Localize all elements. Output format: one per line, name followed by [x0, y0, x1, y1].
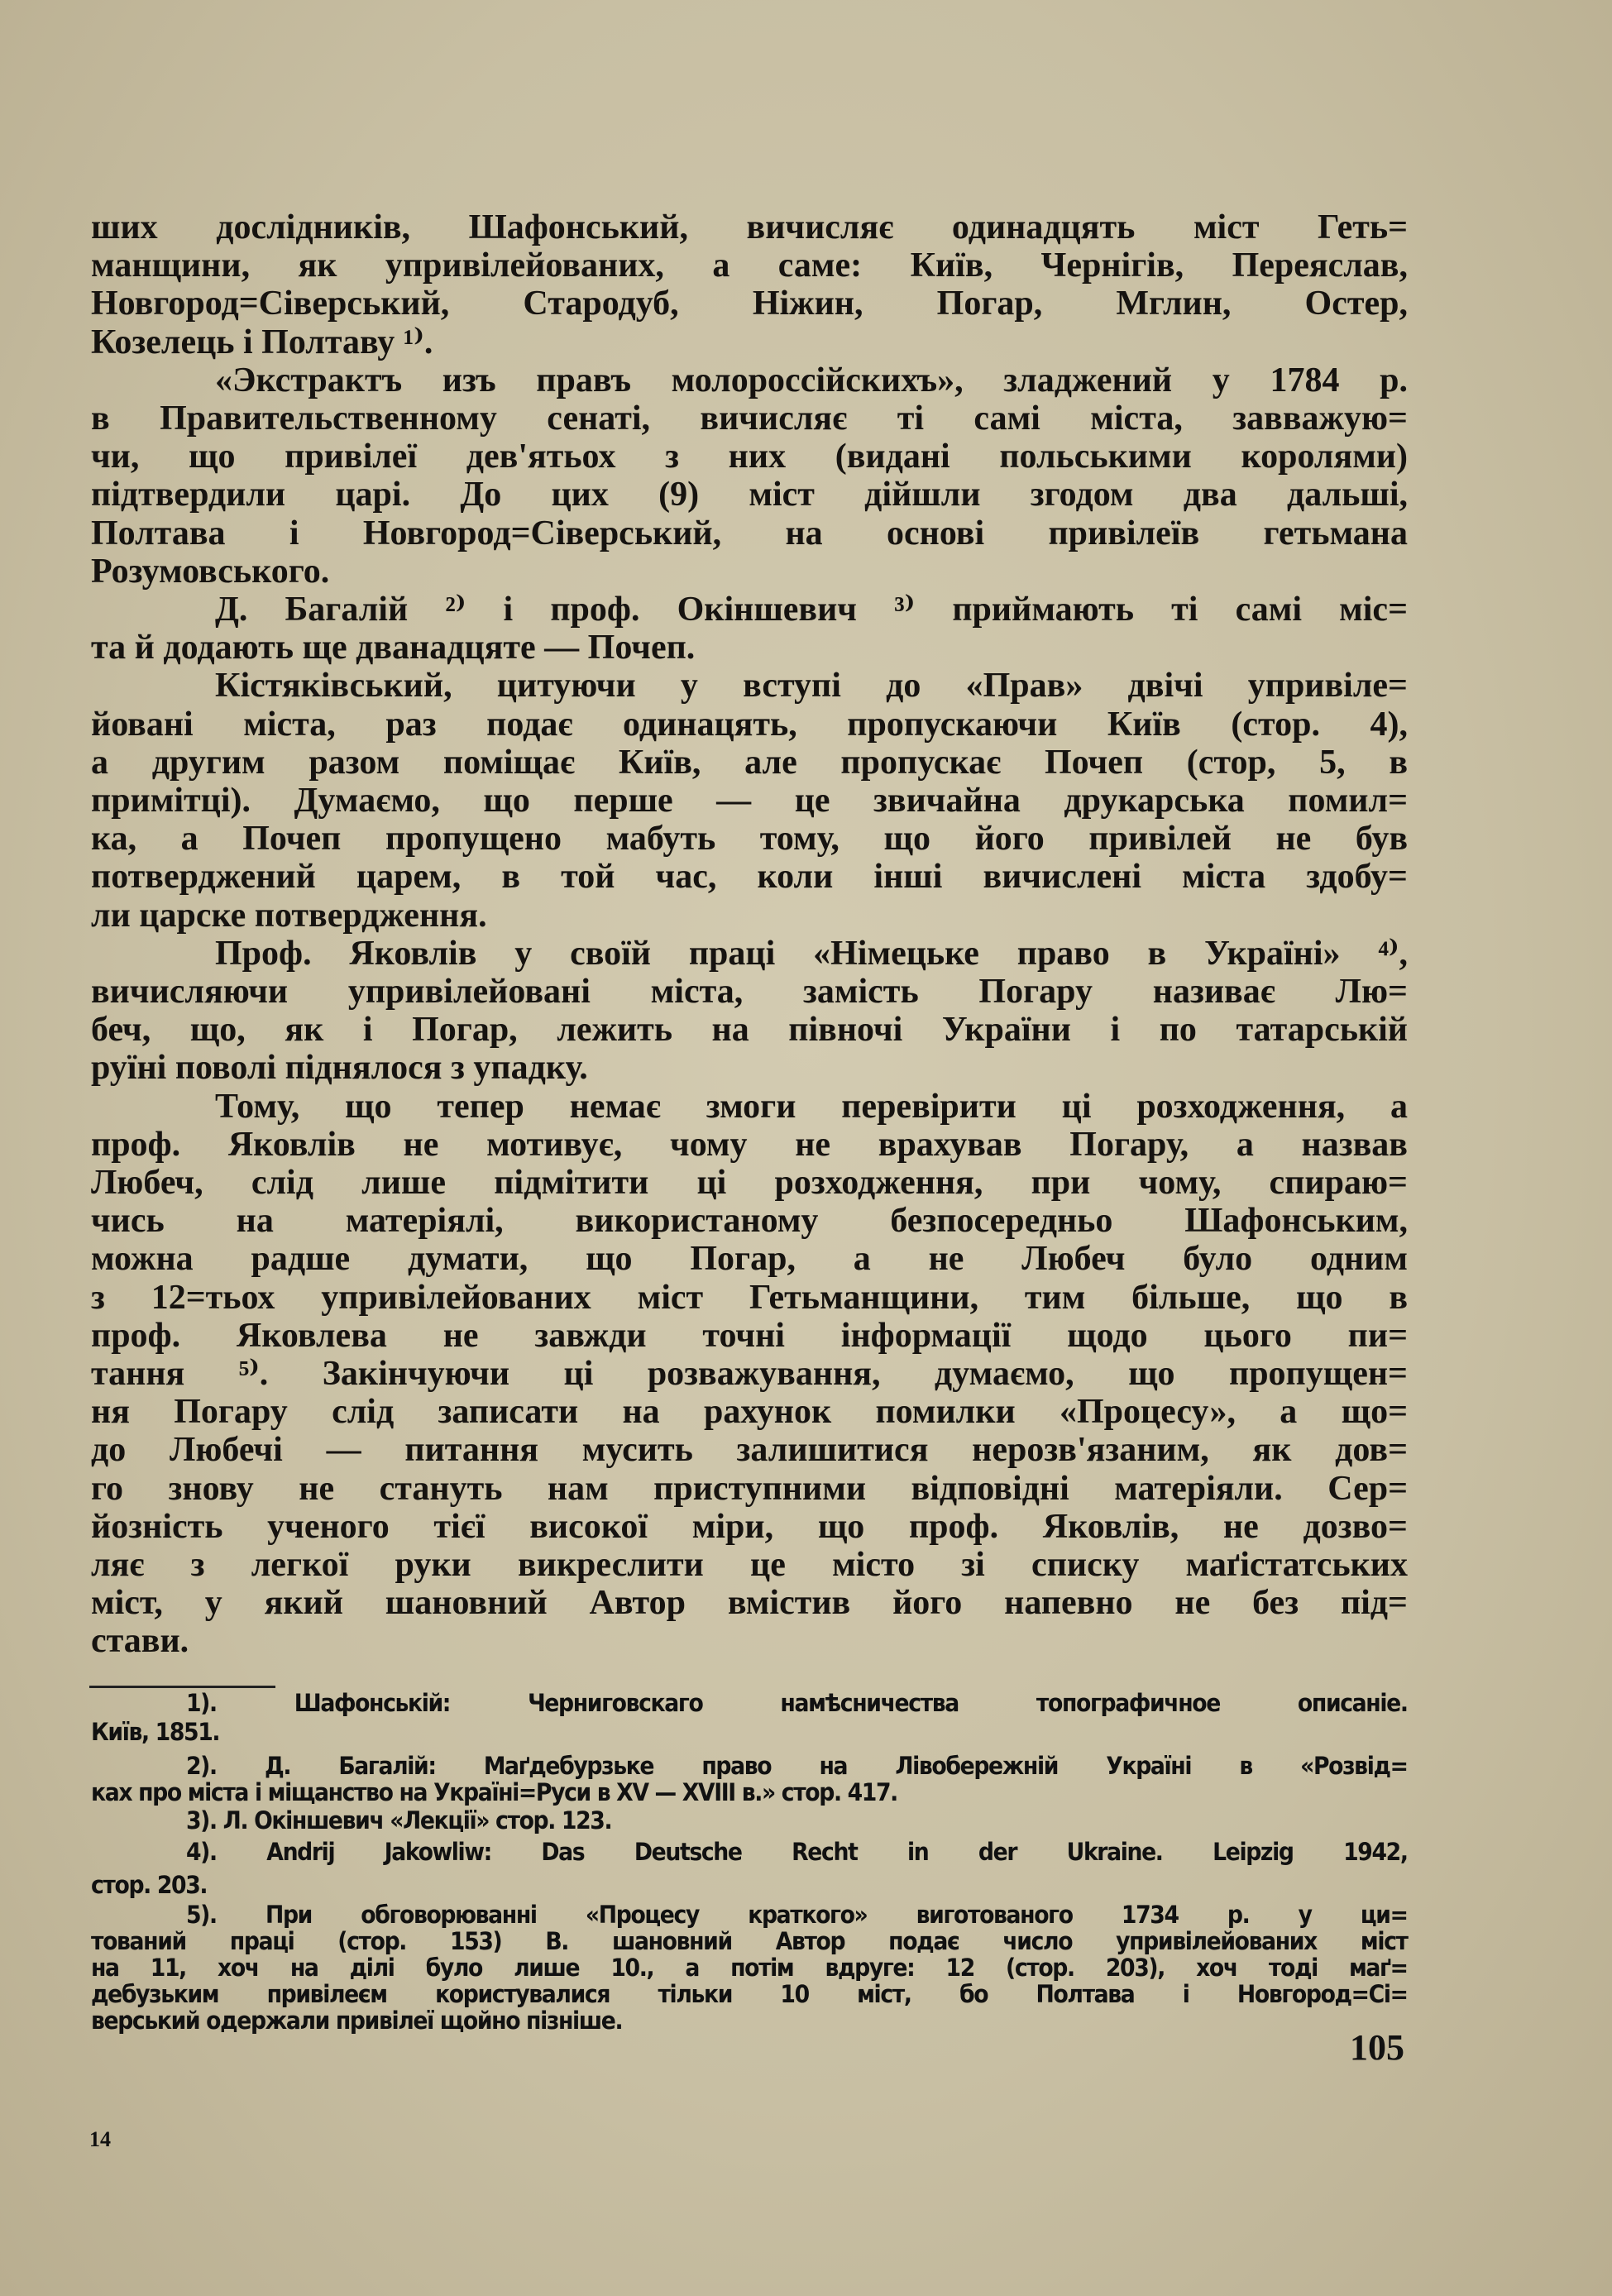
- body-line: вичисляючи упривілейовані міста, замість Погару називає Лю=: [91, 973, 1408, 1011]
- body-line: манщини, як упривілейованих, а саме: Київ, Чернігів, Переяслав,: [91, 246, 1408, 285]
- footnote-line: стор. 203.: [91, 1871, 208, 1899]
- footnote-separator: [89, 1686, 275, 1688]
- body-line: міст, у який шановний Автор вмістив його напевно не без під=: [91, 1584, 1408, 1623]
- body-line: ли царске потвердження.: [91, 896, 487, 935]
- body-line: ка, а Почеп пропущено мабуть тому, що його привілей не був: [91, 820, 1408, 859]
- body-line: а другим разом поміщає Київ, але пропускає Почеп (стор, 5, в: [91, 743, 1408, 782]
- footnote-line: верський одержали привілеї щойно пізніше.: [91, 2007, 623, 2035]
- footnote-line: 4). Andrij Jakowliw: Das Deutsche Recht in der Ukraine. Leipzig 1942,: [186, 1838, 1408, 1866]
- footnote-line: тований праці (стор. 153) В. шановний Автор подає число упривілейованих міст: [91, 1927, 1408, 1955]
- body-line: чись на матеріялі, використаному безпосередньо Шафонським,: [91, 1202, 1408, 1241]
- body-line: беч, що, як і Погар, лежить на півночі України і по татарській: [91, 1011, 1408, 1050]
- body-line: примітці). Думаємо, що перше — це звичайна друкарська помил=: [91, 782, 1408, 820]
- body-line: Полтава і Новгород=Сіверський, на основі привілеїв гетьмана: [91, 514, 1408, 552]
- body-line: ших дослідників, Шафонський, вичисляє одинадцять міст Геть=: [91, 208, 1408, 246]
- body-line: тання ⁵⁾. Закінчуючи ці розважування, думаємо, що пропущен=: [91, 1355, 1408, 1393]
- body-line: в Правительственному сенаті, вичисляє ті самі міста, завважую=: [91, 399, 1408, 438]
- body-line: йозність ученого тієї високої міри, що проф. Яковлів, не дозво=: [91, 1507, 1408, 1546]
- footnote-line: дебузьким привілеєм користувалися тільки 10 міст, бо Полтава і Новгород=Сі=: [91, 1980, 1408, 2008]
- body-line: Новгород=Сіверський, Стародуб, Ніжин, Погар, Мглин, Остер,: [91, 285, 1408, 323]
- signature-mark: 14: [89, 2127, 111, 2151]
- body-line: з 12=тьох упривілейованих міст Гетьманщини, тим більше, що в: [91, 1278, 1408, 1317]
- footnote-line: 5). При обговорюванні «Процесу краткого» виготованого 1734 р. у ци=: [186, 1901, 1408, 1929]
- body-line: Любеч, слід лише підмітити ці розходження, при чому, спираю=: [91, 1164, 1408, 1202]
- body-line: йовані міста, раз подає одинацять, пропускаючи Київ (стор. 4),: [91, 705, 1408, 744]
- body-line: Розумовського.: [91, 552, 330, 591]
- body-line: стави.: [91, 1622, 189, 1661]
- body-line: проф. Яковлева не завжди точні інформації щодо цього пи=: [91, 1316, 1408, 1355]
- page-number: 105: [1350, 2027, 1404, 2068]
- body-line: та й додають ще дванадцяте — Почеп.: [91, 629, 696, 667]
- footnote-line: на 11, хоч на ділі було лише 10., а потім вдруге: 12 (стор. 203), хоч тоді маґ=: [91, 1954, 1408, 1982]
- body-line: можна радше думати, що Погар, а не Любеч було одним: [91, 1240, 1408, 1279]
- footnote-line: ках про міста і міщанство на Україні=Руси в XV — XVIII в.» стор. 417.: [91, 1778, 897, 1806]
- body-line: Кістяківський, цитуючи у вступі до «Прав» двічі упривіле=: [215, 667, 1408, 706]
- body-line: руїні поволі піднялося з упадку.: [91, 1049, 588, 1088]
- body-line: Проф. Яковлів у своїй праці «Німецьке право в Україні» ⁴⁾,: [215, 934, 1408, 973]
- body-line: підтвердили царі. До цих (9) міст дійшли згодом два дальші,: [91, 476, 1408, 514]
- body-line: проф. Яковлів не мотивує, чому не врахував Погару, а назвав: [91, 1125, 1408, 1164]
- footnote-line: 3). Л. Окіншевич «Лекції» стор. 123.: [186, 1806, 612, 1834]
- body-line: до Любечі — питання мусить залишитися нерозв'язаним, як дов=: [91, 1431, 1408, 1470]
- body-line: «Экстрактъ изъ правъ молороссійскихъ», зладжений у 1784 р.: [215, 361, 1408, 399]
- body-line: Д. Багалій ²⁾ і проф. Окіншевич ³⁾ приймають ті самі міс=: [215, 591, 1408, 629]
- footnote-line: 1). Шафонській: Черниговскаго намѣсничества топографичное описаніе.: [186, 1689, 1408, 1717]
- body-line: ляє з легкої руки викреслити це місто зі списку маґістатських: [91, 1546, 1408, 1584]
- body-line: чи, що привілеї дев'ятьох з них (видані польськими королями): [91, 438, 1408, 476]
- footnote-line: 2). Д. Багалій: Маґдебурзьке право на Лівобережній Україні в «Розвід=: [186, 1752, 1408, 1780]
- body-line: ня Погару слід записати на рахунок помилки «Процесу», а що=: [91, 1393, 1408, 1432]
- footnote-line: Київ, 1851.: [91, 1718, 220, 1746]
- body-line: потверджений царем, в той час, коли інші вичислені міста здобу=: [91, 858, 1408, 897]
- body-line: го знову не стануть нам приступними відповідні матеріяли. Сер=: [91, 1469, 1408, 1508]
- body-line: Козелець і Полтаву ¹⁾.: [91, 323, 433, 361]
- body-line: Тому, що тепер немає змоги перевірити ці розходження, а: [215, 1087, 1408, 1126]
